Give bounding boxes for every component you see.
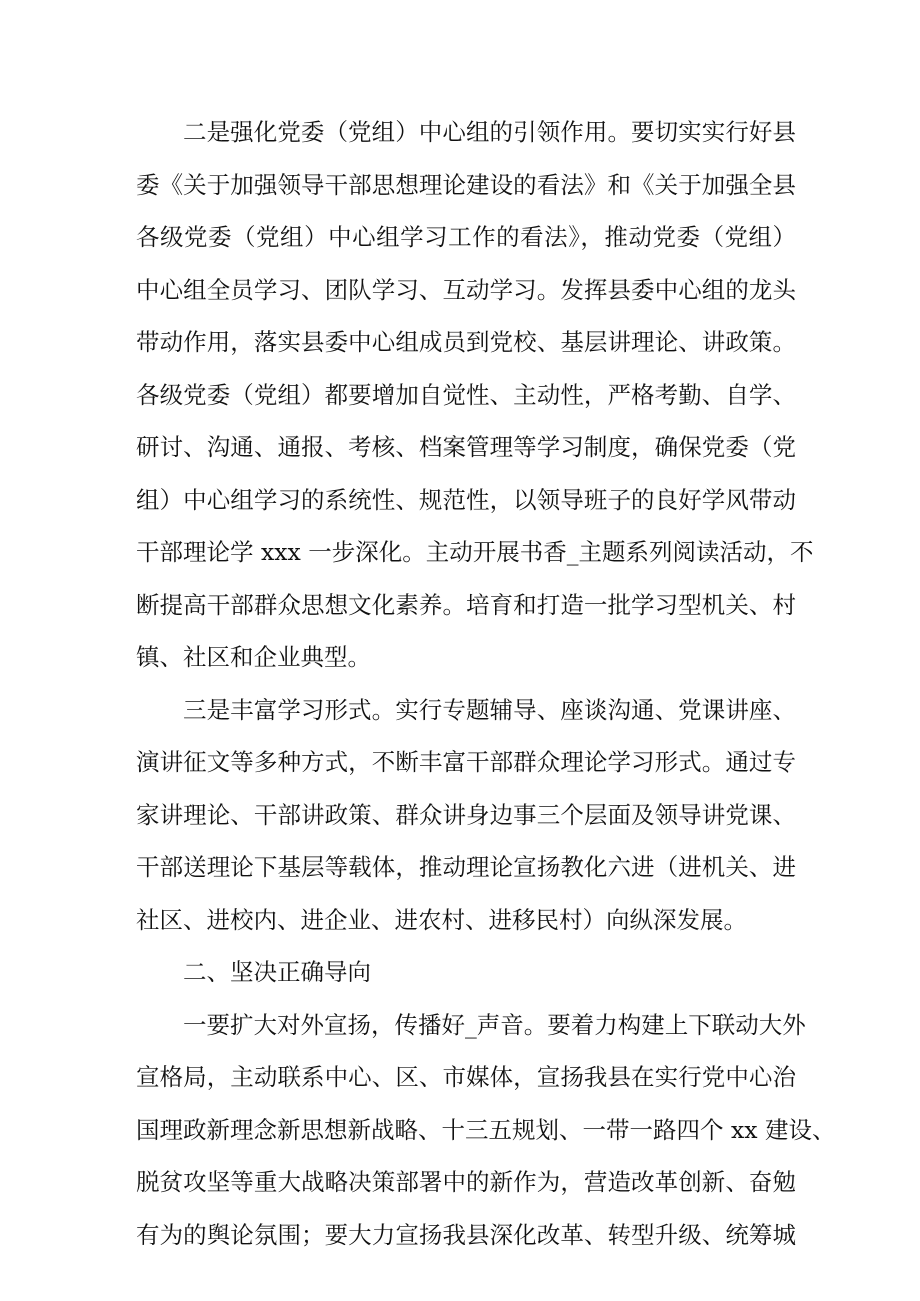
paragraph-line: 断提高干部群众思想文化素养。培育和打造一批学习型机关、村 <box>136 590 796 619</box>
paragraph-line: 脱贫攻坚等重大战略决策部署中的新作为，营造改革创新、奋勉 <box>136 1168 796 1196</box>
paragraph-line: 有为的舆论氛围；要大力宣扬我县深化改革、转型升级、统筹城 <box>136 1220 796 1249</box>
paragraph-line: 社区、进校内、进企业、进农村、进移民村）向纵深发展。 <box>136 905 747 934</box>
paragraph-line: 带动作用，落实县委中心组成员到党校、基层讲理论、讲政策。 <box>136 328 796 356</box>
paragraph-line: 干部理论学 xxx 一步深化。主动开展书香_主题系列阅读活动，不 <box>136 538 814 566</box>
paragraph-line: 镇、社区和企业典型。 <box>136 643 371 671</box>
paragraph-line: 各级党委（党组）中心组学习工作的看法》，推动党委（党组） <box>136 223 796 251</box>
document-body <box>136 112 836 1267</box>
paragraph-line: 干部送理论下基层等载体，推动理论宣扬教化六进（进机关、进 <box>136 853 796 881</box>
paragraph-line: 中心组全员学习、团队学习、互动学习。发挥县委中心组的龙头 <box>136 275 796 304</box>
paragraph-line: 宣格局，主动联系中心、区、市媒体，宣扬我县在实行党中心治 <box>136 1063 796 1091</box>
paragraph-line: 三是丰富学习形式。实行专题辅导、座谈沟通、党课讲座、 <box>183 695 796 724</box>
paragraph-line: 组）中心组学习的系统性、规范性，以领导班子的良好学风带动 <box>136 485 796 514</box>
paragraph-line: 演讲征文等多种方式，不断丰富干部群众理论学习形式。通过专 <box>136 748 796 776</box>
paragraph-line: 一要扩大对外宣扬，传播好_声音。要着力构建上下联动大外 <box>183 1010 806 1039</box>
paragraph-line: 国理政新理念新思想新战略、十三五规划、一带一路四个 xx 建设、 <box>136 1115 836 1144</box>
paragraph-line: 二是强化党委（党组）中心组的引领作用。要切实实行好县 <box>183 118 796 146</box>
paragraph-line: 委《关于加强领导干部思想理论建设的看法》和《关于加强全县 <box>136 170 796 199</box>
paragraph-line: 家讲理论、干部讲政策、群众讲身边事三个层面及领导讲党课、 <box>136 800 796 829</box>
paragraph-line: 研讨、沟通、通报、考核、档案管理等学习制度，确保党委（党 <box>136 433 796 461</box>
section-heading: 二、坚决正确导向 <box>183 958 371 986</box>
paragraph-line: 各级党委（党组）都要增加自觉性、主动性，严格考勤、自学、 <box>136 380 796 409</box>
